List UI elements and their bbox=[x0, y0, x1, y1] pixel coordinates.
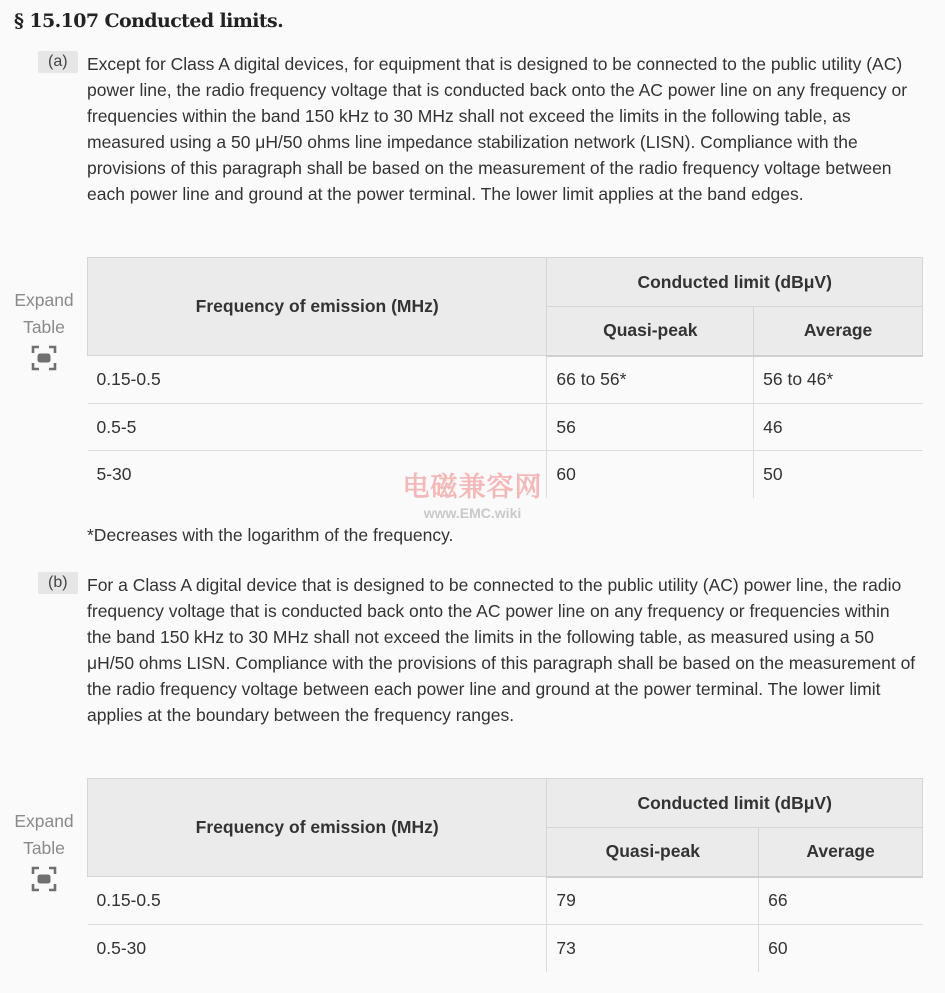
cell-frequency: 0.15-0.5 bbox=[88, 356, 547, 404]
paragraph-text-a: Except for Class A digital devices, for equipment that is designed to be connected to the public utility (AC) power line, the radio frequency voltage that is conducted back onto the AC power line on any frequency or frequencies within the band 150 kHz to 30 MHz shall not exceed the limits in the following table, as measured using a 50 μH/50 ohms line impedance stabilization network (LISN). Compliance with the provisions of this paragraph shall be based on the measurement of the radio frequency voltage between each power line and ground at the power terminal. The lower limit applies at the band edges. bbox=[87, 54, 908, 204]
cell-average: 60 bbox=[759, 925, 923, 972]
header-conducted-limit: Conducted limit (dBμV) bbox=[547, 779, 923, 828]
cell-quasi-peak: 79 bbox=[547, 877, 759, 925]
table-footnote: *Decreases with the logarithm of the frequency. bbox=[87, 525, 454, 545]
expand-label-line1: Expand bbox=[14, 811, 74, 831]
paragraph-a bbox=[38, 51, 918, 207]
cell-quasi-peak: 66 to 56* bbox=[547, 356, 754, 404]
header-average: Average bbox=[754, 307, 923, 356]
paragraph-text-b: For a Class A digital device that is designed to be connected to the public utility (AC) power line, the radio frequency voltage that is conducted back onto the AC power line on any frequency or frequencies within the band 150 kHz to 30 MHz shall not exceed the limits in the following table, as measured using a 50 μH/50 ohms LISN. Compliance with the provisions of this paragraph shall be based on the measurement of the radio frequency voltage between each power line and ground at the power terminal. The lower limit applies at the boundary between the frequency ranges. bbox=[87, 575, 916, 725]
expand-label-line1: Expand bbox=[14, 290, 74, 310]
table-row bbox=[88, 925, 923, 972]
limits-table-a bbox=[87, 257, 923, 498]
cell-average: 50 bbox=[754, 451, 923, 498]
paragraph-label-a: (a) bbox=[38, 51, 78, 73]
header-quasi-peak: Quasi-peak bbox=[547, 307, 754, 356]
cell-quasi-peak: 73 bbox=[547, 925, 759, 972]
cell-average: 66 bbox=[759, 877, 923, 925]
cell-frequency: 0.5-5 bbox=[88, 404, 547, 451]
header-conducted-limit: Conducted limit (dBμV) bbox=[547, 258, 923, 307]
cell-frequency: 0.15-0.5 bbox=[88, 877, 547, 925]
expand-icon bbox=[31, 866, 57, 892]
table-row bbox=[88, 356, 923, 404]
paragraph-label-b: (b) bbox=[38, 572, 78, 594]
cell-frequency: 0.5-30 bbox=[88, 925, 547, 972]
cell-average: 56 to 46* bbox=[754, 356, 923, 404]
table-row bbox=[88, 404, 923, 451]
header-frequency: Frequency of emission (MHz) bbox=[88, 779, 547, 877]
watermark-url: www.EMC.wiki bbox=[423, 505, 522, 521]
expand-label-line2: Table bbox=[23, 317, 65, 337]
table-row bbox=[88, 451, 923, 498]
header-quasi-peak: Quasi-peak bbox=[547, 828, 759, 877]
cell-quasi-peak: 56 bbox=[547, 404, 754, 451]
expand-icon bbox=[31, 345, 57, 371]
header-frequency: Frequency of emission (MHz) bbox=[88, 258, 547, 356]
cell-average: 46 bbox=[754, 404, 923, 451]
section-title: § 15.107 Conducted limits. bbox=[14, 10, 284, 32]
watermark-text: 电磁兼容网 bbox=[402, 472, 543, 502]
table-row bbox=[88, 877, 923, 925]
limits-table-b bbox=[87, 778, 923, 972]
cell-frequency: 5-30 bbox=[88, 451, 547, 498]
cell-quasi-peak: 60 bbox=[547, 451, 754, 498]
header-average: Average bbox=[759, 828, 923, 877]
expand-label-line2: Table bbox=[23, 838, 65, 858]
expand-table-button-b[interactable] bbox=[5, 808, 83, 892]
paragraph-b bbox=[38, 572, 918, 728]
expand-table-button-a[interactable] bbox=[5, 287, 83, 371]
